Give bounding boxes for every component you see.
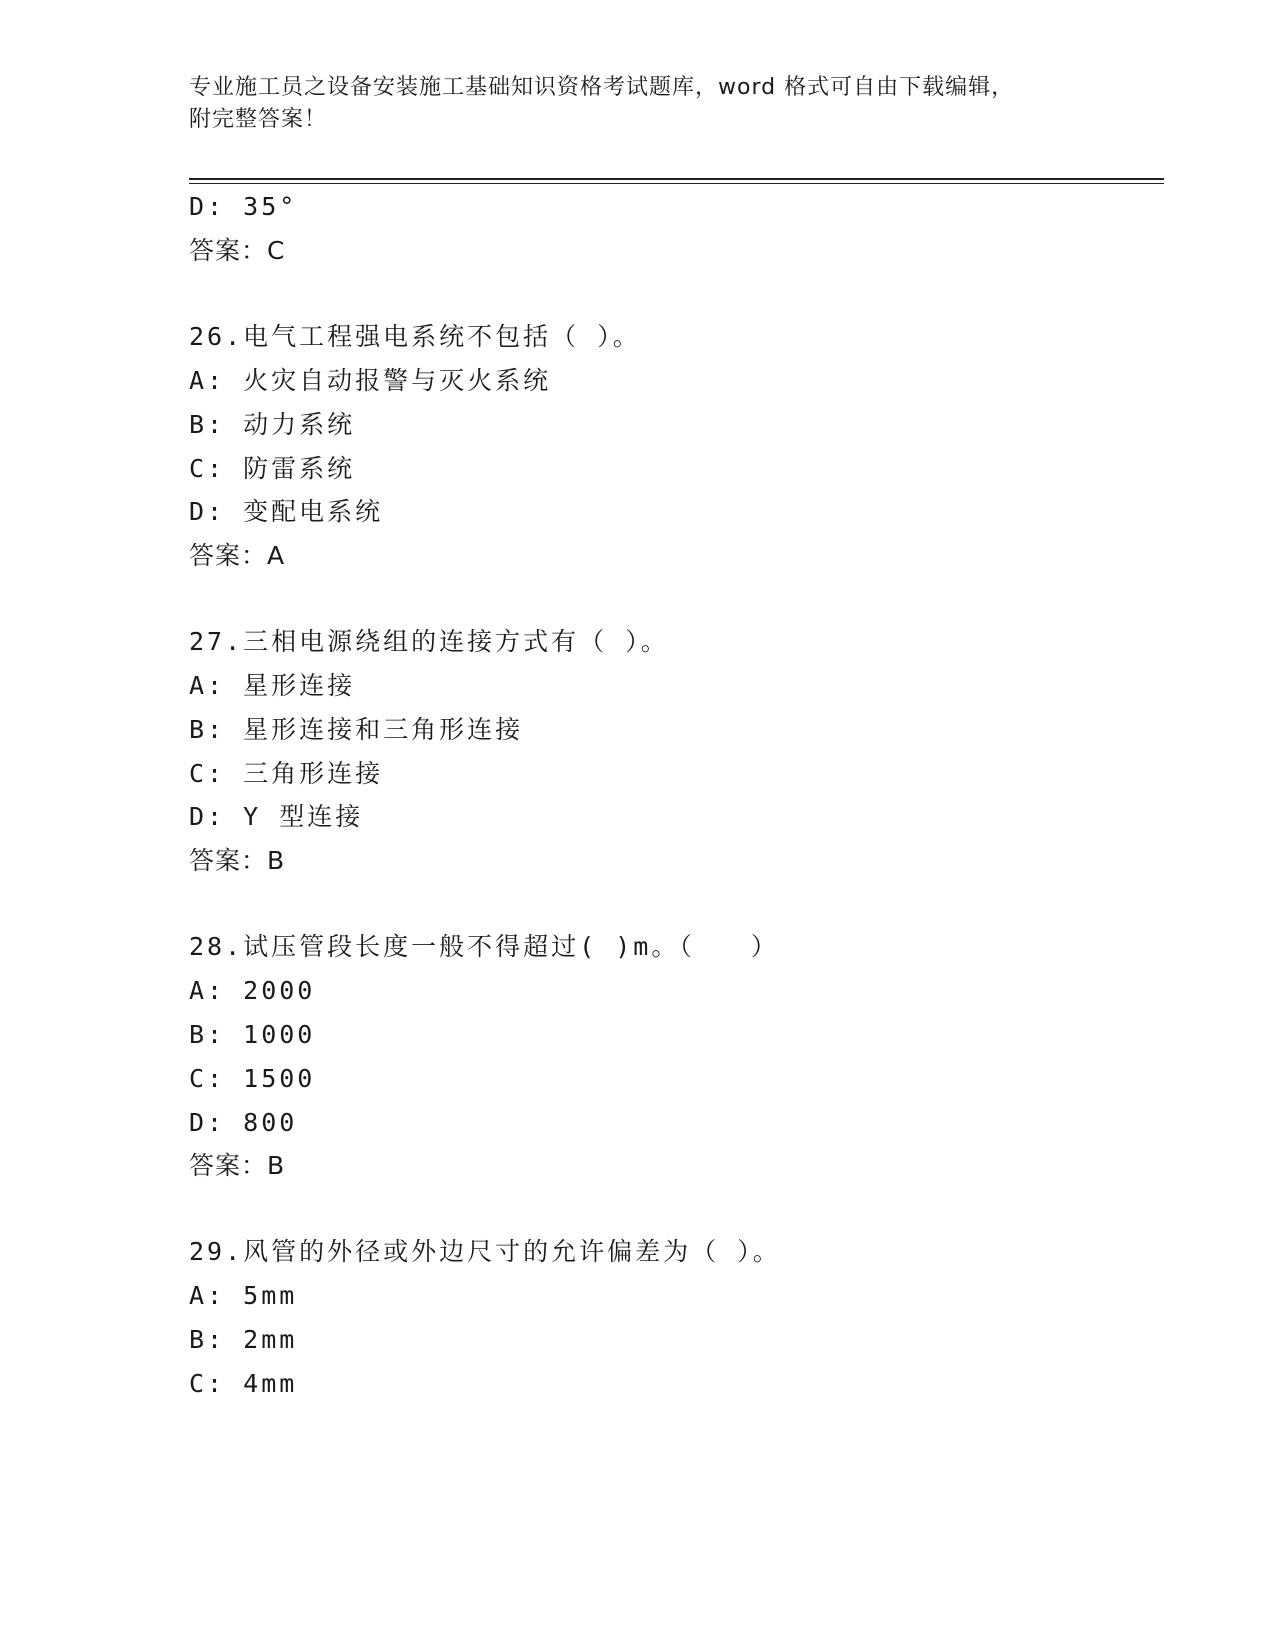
option-a: A: 火灾自动报警与灭火系统 [189,366,552,395]
answer-label: 答案：A [189,541,286,570]
question-stem: 28.试压管段长度一般不得超过( )m。（ ） [189,932,779,961]
header-line-2: 附完整答案！ [189,107,328,132]
header-divider-thin [189,183,1164,184]
option-d: D: Y 型连接 [189,802,364,831]
option-b: B: 动力系统 [189,410,356,439]
answer-label: 答案：B [189,1151,286,1180]
document-header [189,72,1089,136]
option-c: C: 防雷系统 [189,454,356,483]
option-d: D: 800 [189,1108,298,1137]
question-stem: 27.三相电源绕组的连接方式有（ ）。 [189,627,669,656]
option-c: C: 三角形连接 [189,759,384,788]
option-c: C: 4mm [189,1369,298,1398]
option-a: A: 5mm [189,1281,298,1310]
option-a: A: 2000 [189,976,316,1005]
header-line-1: 专业施工员之设备安装施工基础知识资格考试题库，word 格式可自由下载编辑， [189,75,1015,100]
option-d: D: 35° [189,192,298,221]
question-stem: 26.电气工程强电系统不包括（ ）。 [189,322,641,351]
option-b: B: 1000 [189,1020,316,1049]
option-b: B: 星形连接和三角形连接 [189,715,524,744]
answer-label: 答案：C [189,236,286,265]
answer-label: 答案：B [189,846,286,875]
option-b: B: 2mm [189,1325,298,1354]
header-divider-thick [189,178,1164,180]
option-d: D: 变配电系统 [189,497,384,526]
option-c: C: 1500 [189,1064,316,1093]
question-stem: 29.风管的外径或外边尺寸的允许偏差为（ ）。 [189,1237,781,1266]
option-a: A: 星形连接 [189,671,356,700]
